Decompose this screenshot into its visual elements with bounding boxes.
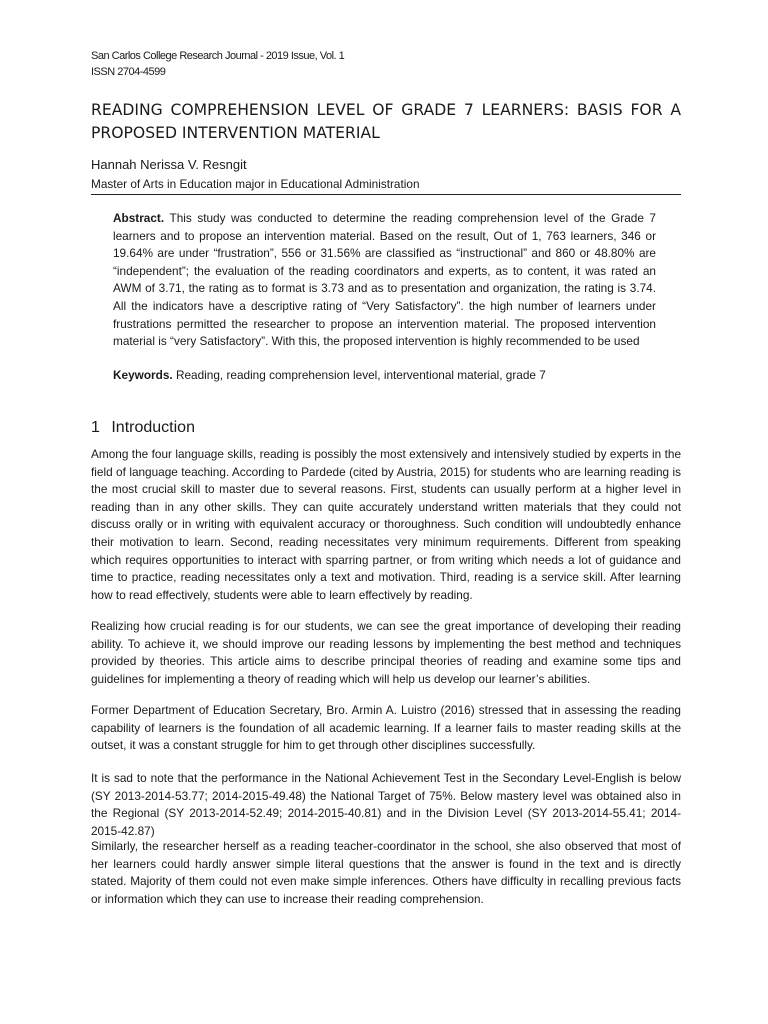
section-heading-introduction [91, 418, 195, 438]
abstract-text: This study was conducted to determine the reading comprehension level of the Grade 7 learners and to propose an intervention material. Based on the result, Out of 1, 763 learners, 346 or 19.64% are under “frustration”, 556 or 31.56% are classified as “instructional” and 860 or 48.80% are “independent”; the evaluation of the reading coordinators and experts, as to content, it was rated an AWM of 3.71, the rating as to format is 3.73 and as to presentation and organization, the rating is 3.74. All the indicators have a descriptive rating of “Very Satisfactory”. the high number of learners under frustrations permitted the researcher to propose an intervention material. The proposed intervention material is “very Satisfactory”. With this, the proposed intervention is highly recommended to be used [113, 211, 656, 349]
keywords-text: Reading, reading comprehension level, interventional material, grade 7 [175, 368, 546, 382]
intro-paragraph-1: Among the four language skills, reading is possibly the most extensively and intensively studied by experts in the field of language teaching. According to Pardede (cited by Austria, 2015) for students who are learning reading is the most crucial skill to master due to several reasons. First, students can usually perform at a higher level in reading than in any other skills. They can quite accurately understand written materials that they could not discuss orally or in writing with equivalent accuracy or thoroughness. Such condition will undoubtedly enhance their motivation to learn. Second, reading necessitates very minimum requirements. Different from speaking which requires opportunities to interact with sparring partner, or from writing which needs a lot of guidance and time to practice, reading necessitates only a text and motivation. Third, reading is a service skill. After learning how to read effectively, students were able to learn effectively by reading. [91, 447, 681, 602]
intro-paragraph-4: It is sad to note that the performance in the National Achievement Test in the Secondary Level-English is below (SY 2013-2014-53.77; 2014-2015-49.48) the National Target of 75%. Below mastery level was obtained also in the Regional (SY 2013-2014-52.49; 2014-2015-40.81) and in the Division Level (SY 2013-2014-55.41; 2014-2015-42.87) [91, 771, 681, 838]
intro-paragraph-3: Former Department of Education Secretary, Bro. Armin A. Luistro (2016) stressed that in assessing the reading capability of learners is the foundation of all academic learning. If a learner fails to master reading skills at the outset, it was a constant struggle for him to get through other disciplines successfully. [91, 703, 681, 753]
journal-issn: ISSN 2704-4599 [91, 66, 166, 78]
abstract-label: Abstract. [113, 211, 165, 225]
author-name: Hannah Nerissa V. Resngit [91, 157, 247, 172]
header-divider [91, 194, 681, 195]
keywords-block [113, 366, 656, 384]
keywords-label: Keywords. [113, 368, 173, 382]
intro-paragraph-5: Similarly, the researcher herself as a reading teacher-coordinator in the school, she also observed that most of her learners could hardly answer simple literal questions that the answer is found in the text and is directly stated. Majority of them could not even make simple inferences. Others have difficulty in recalling previous facts or information which they can use to increase their reading comprehension. [91, 839, 681, 906]
intro-paragraph-2: Realizing how crucial reading is for our students, we can see the great importance of developing their reading ability. To achieve it, we should improve our reading lessons by implementing the best method and techniques provided by theories. This article aims to describe principal theories of reading and examine some tips and guidelines for implementing a theory of reading which will help us develop our learner’s abilities. [91, 619, 681, 686]
abstract-block [113, 210, 656, 351]
author-affiliation: Master of Arts in Education major in Educational Administration [91, 177, 420, 191]
section-number: 1 [91, 419, 100, 436]
section-title: Introduction [111, 419, 195, 436]
journal-name-line: San Carlos College Research Journal - 2019 Issue, Vol. 1 [91, 50, 345, 62]
paper-title: READING COMPREHENSION LEVEL OF GRADE 7 LEARNERS: BASIS FOR A PROPOSED INTERVENTION MATERIAL [91, 101, 681, 142]
